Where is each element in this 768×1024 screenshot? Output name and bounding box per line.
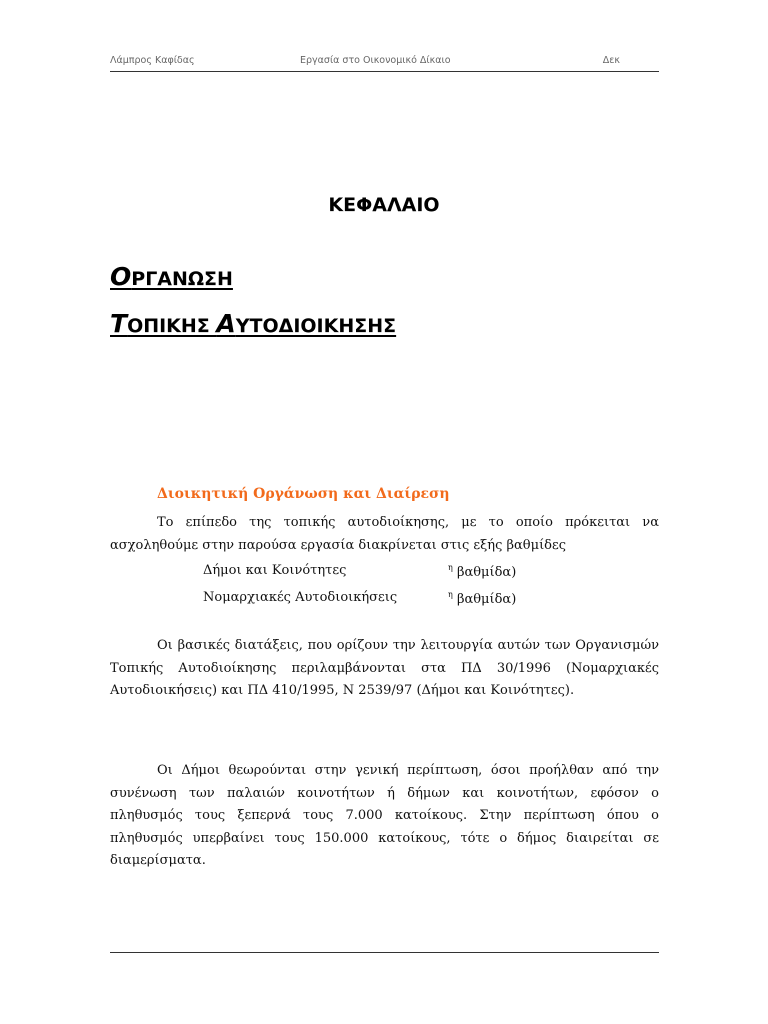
chapter-title-line-1 [110, 262, 233, 291]
title-text: ΟΠΙΚΗΣ [127, 315, 217, 337]
level-superscript: η [448, 563, 453, 572]
level-degree-text: βαθμίδα) [456, 565, 517, 580]
level-degree [448, 563, 516, 580]
header-document-title: Εργασία στο Οικονομικό Δίκαιο [300, 55, 451, 66]
level-degree [448, 590, 516, 607]
title-initial: Ο [110, 262, 132, 291]
header-author: Λάμπρος Καφίδας [110, 55, 195, 66]
paragraph-provisions: Οι βασικές διατάξεις, που ορίζουν την λειτουργία αυτών των Οργανισμών Τοπικής Αυτοδιοίκησης περιλαμβάνονται στα ΠΔ 30/1996 (Νομαρχιακές Αυτοδιοικήσεις) και ΠΔ 410/1995, Ν 2539/97 (Δήμοι και Κοινότητες). [110, 638, 659, 698]
chapter-title-line-2 [110, 309, 396, 338]
paragraph-municipalities: Οι Δήμοι θεωρούνται στην γενική περίπτωση, όσοι προήλθαν από την συνένωση των παλαιών κοινοτήτων ή δήμων και κοινοτήτων, εφόσον ο πληθυσμός τους ξεπερνά τους 7.000 κατοίκους. Στην περίπτωση όπου ο πληθυσμός υπερβαίνει τους 150.000 κατοίκους, τότε ο δήμος διαιρείται σε διαμερίσματα. [110, 763, 659, 868]
chapter-label: ΚΕΦΑΛΑΙΟ [328, 194, 440, 216]
level-name: Νομαρχιακές Αυτοδιοικήσεις [203, 590, 398, 605]
header-date: Δεκ [602, 55, 620, 66]
level-item [203, 590, 517, 607]
title-initial: Τ [110, 309, 128, 338]
page-header [110, 53, 659, 72]
title-initial: Α [216, 309, 236, 338]
level-degree-text: βαθμίδα) [456, 592, 517, 607]
title-text: ΡΓΑΝΩΣΗ [131, 268, 233, 290]
footer-divider [110, 952, 659, 953]
paragraph-intro: Το επίπεδο της τοπικής αυτοδιοίκησης, με το οποίο πρόκειται να ασχοληθούμε στην παρούσα εργασία διακρίνεται στις εξής βαθμίδες [110, 515, 659, 553]
title-text: ΥΤΟΔΙΟΙΚΗΣΗΣ [235, 315, 397, 337]
level-name: Δήμοι και Κοινότητες [203, 563, 347, 578]
level-item [203, 563, 517, 580]
section-heading: Διοικητική Οργάνωση και Διαίρεση [157, 486, 450, 502]
level-superscript: η [448, 590, 453, 599]
